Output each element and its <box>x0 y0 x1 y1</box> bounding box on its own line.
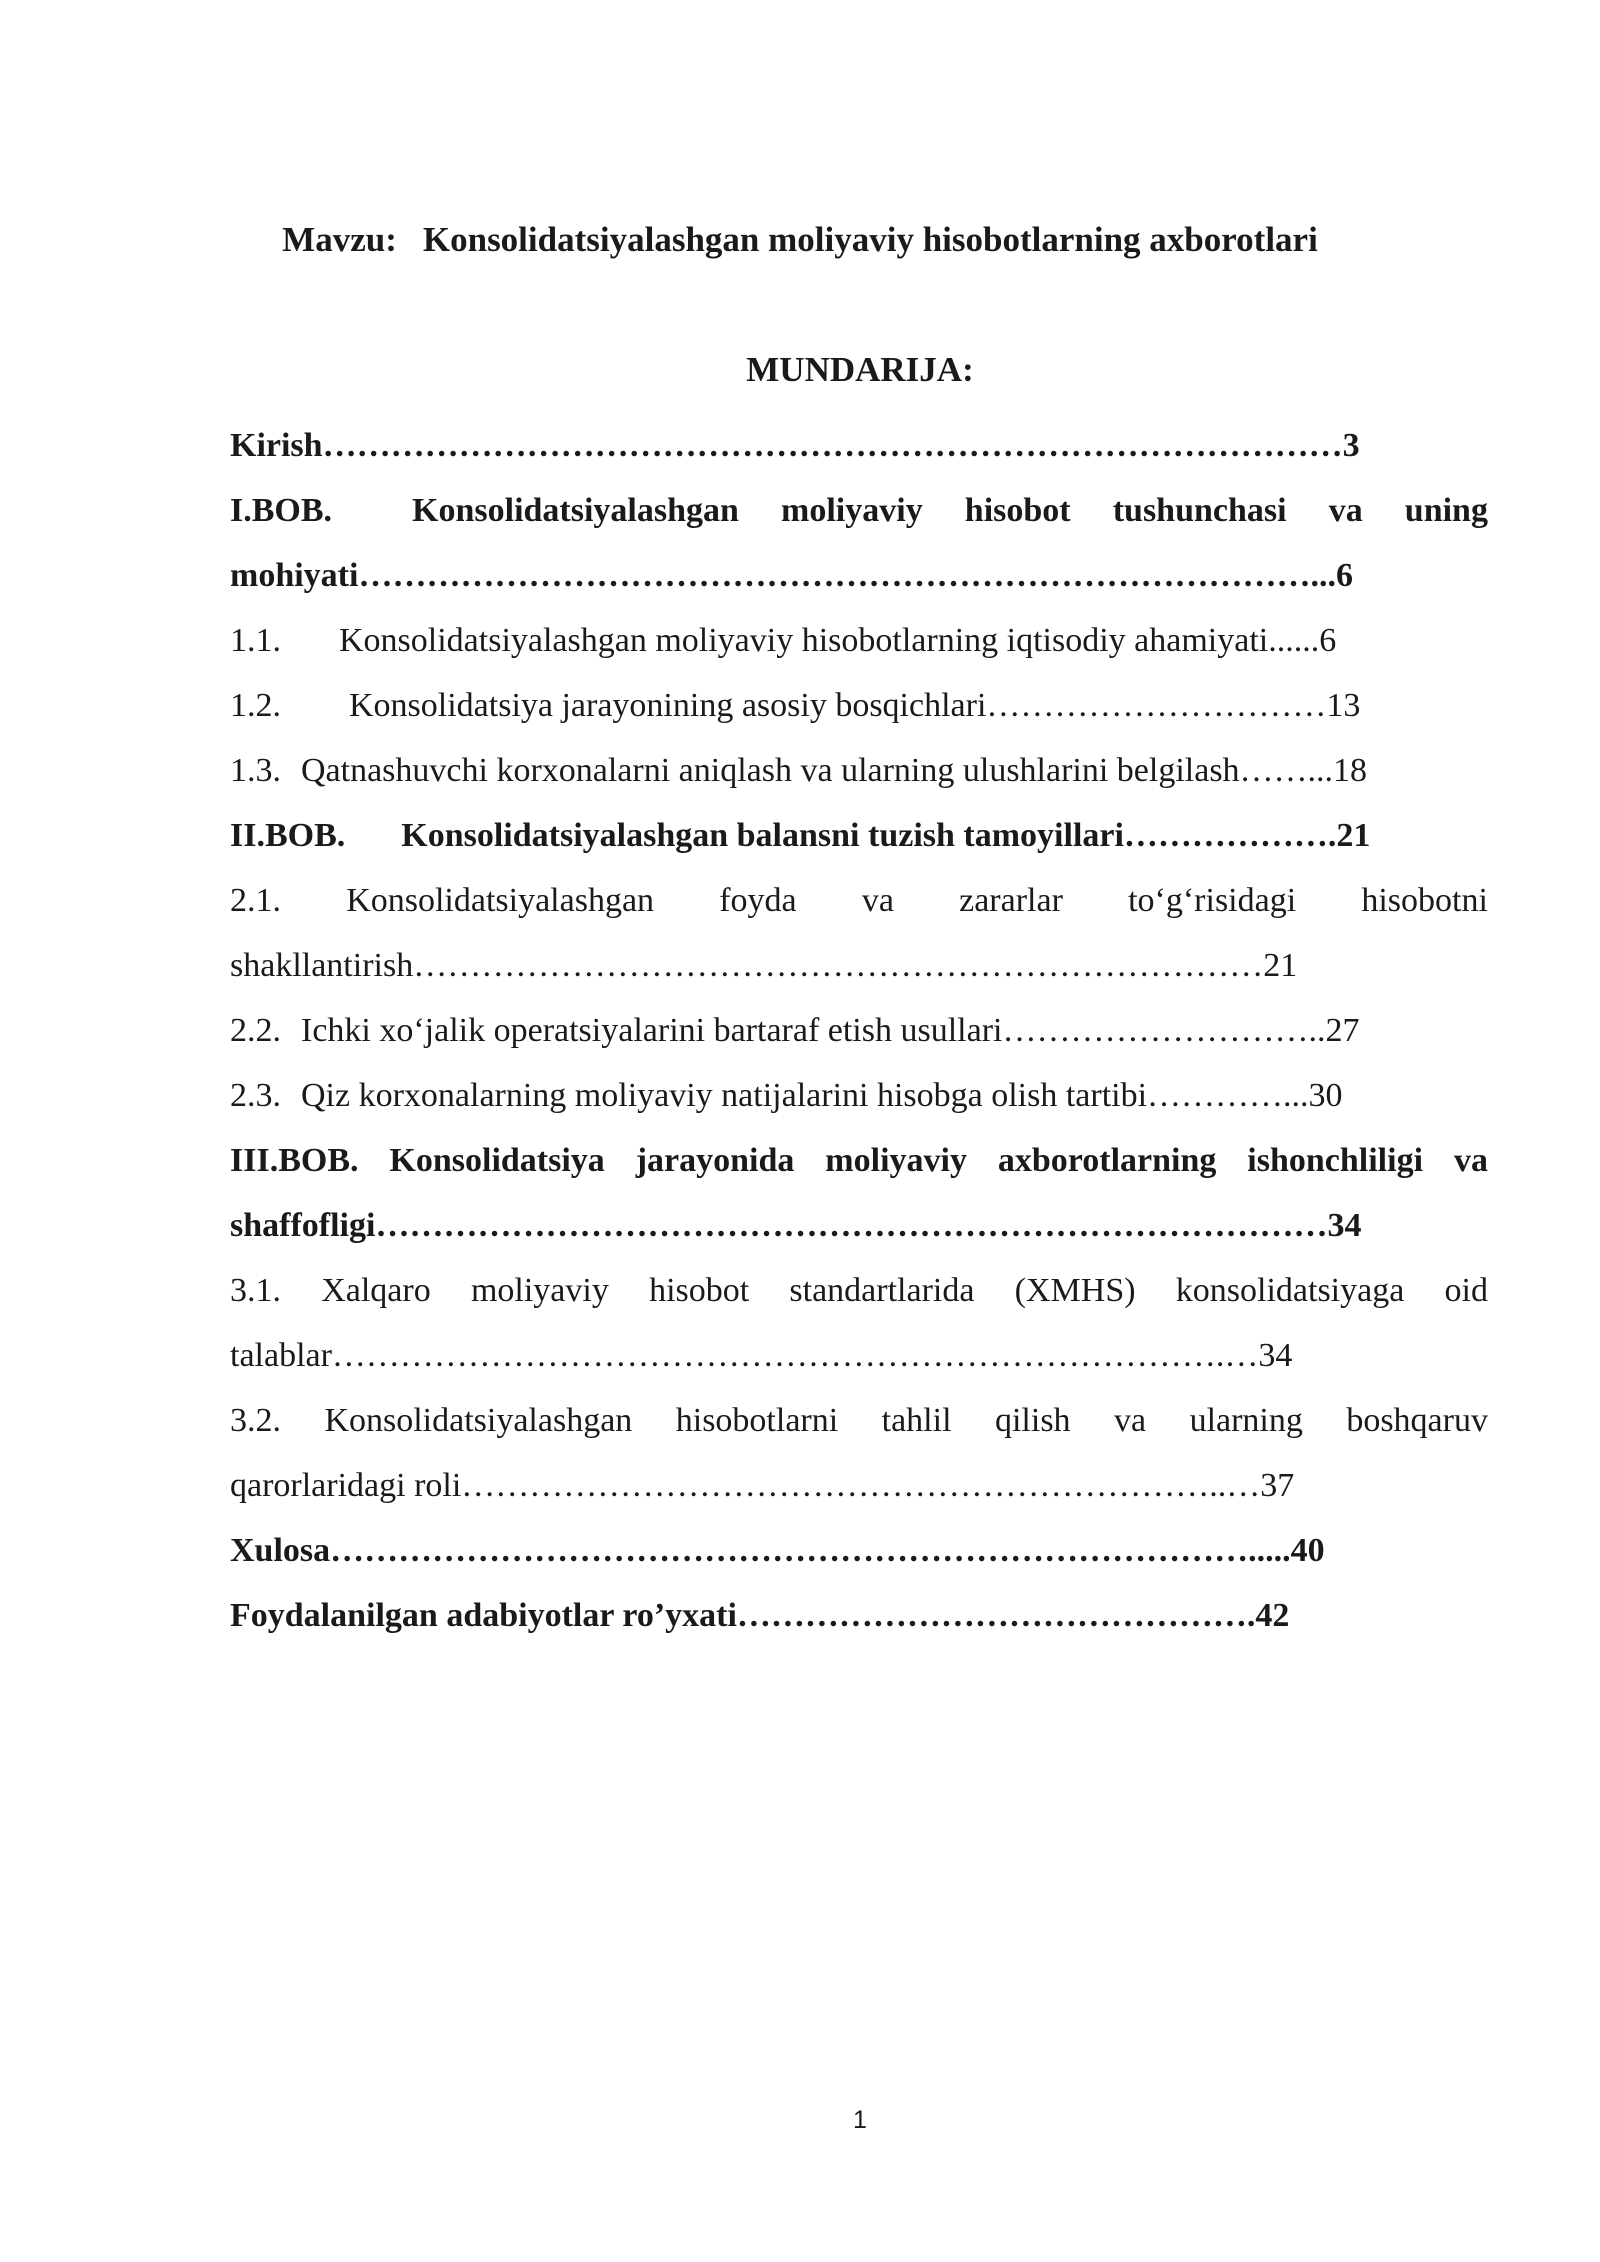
toc-entry-3-2-line1 <box>230 1388 1488 1453</box>
toc-bob1-word: moliyaviy <box>781 492 923 529</box>
toc-3-1-word: oid <box>1444 1272 1488 1309</box>
toc-3-2-word: boshqaruv <box>1346 1402 1488 1439</box>
toc-bob3-word: axborotlarning <box>997 1142 1217 1179</box>
toc-entry-text: Konsolidatsiya jarayonining asosiy bosqichlari…………………………13 <box>349 687 1361 724</box>
toc-3-1-word: hisobot <box>649 1272 750 1309</box>
toc-bob3-word: moliyaviy <box>825 1142 967 1179</box>
toc-2-1-word: hisobotni <box>1361 882 1488 919</box>
toc-3-1-word: standartlarida <box>789 1272 975 1309</box>
toc-bob1-word: uning <box>1404 492 1488 529</box>
toc-2-1-word: to‘g‘risidagi <box>1128 882 1297 919</box>
toc-3-2-word: ularning <box>1189 1402 1303 1439</box>
toc-bob1-word: va <box>1328 492 1363 529</box>
toc-entry-2-1-line1 <box>230 868 1488 933</box>
toc-bob3-word: va <box>1453 1142 1488 1179</box>
toc-entry-number: 3.2. <box>230 1402 281 1439</box>
toc-3-2-word: qilish <box>994 1402 1071 1439</box>
toc-3-2-word: Konsolidatsiyalashgan <box>324 1402 633 1439</box>
toc-entry-text: Konsolidatsiyalashgan moliyaviy hisobotlarning iqtisodiy ahamiyati......6 <box>339 622 1337 659</box>
toc-bob3-word: ishonchliligi <box>1247 1142 1424 1179</box>
toc-entry-number: 1.2. <box>230 687 281 724</box>
toc-entry-bob3-line2: shaffofligi…………………………………………………………………………34 <box>230 1207 1362 1244</box>
title-text: Konsolidatsiyalashgan moliyaviy hisobotlarning axborotlari <box>422 220 1318 259</box>
toc-3-2-word: tahlil <box>881 1402 952 1439</box>
title-prefix: Mavzu: <box>282 220 397 259</box>
toc-entry-bob2 <box>230 803 1488 868</box>
toc-bob3-number: III.BOB. <box>230 1142 359 1179</box>
page-number: 1 <box>853 2106 867 2134</box>
toc-entry-text: Qatnashuvchi korxonalarni aniqlash va ularning ulushlarini belgilash……...18 <box>301 752 1368 789</box>
table-of-contents <box>230 413 1488 1648</box>
toc-2-1-word: foyda <box>719 882 797 919</box>
toc-bob1-word: hisobot <box>964 492 1071 529</box>
toc-entry-xulosa: Xulosa……………………………………………………………………….....40 <box>230 1532 1325 1569</box>
toc-bob3-word: Konsolidatsiya <box>389 1142 605 1179</box>
toc-entry-2-3 <box>230 1063 1488 1128</box>
toc-entry-number: 2.2. <box>230 1012 281 1049</box>
toc-entry-3-2-line2: qarorlaridagi roli…………………………………………………………..…37 <box>230 1467 1295 1504</box>
toc-heading: MUNDARIJA: <box>746 350 974 389</box>
toc-entry-number: 3.1. <box>230 1272 281 1309</box>
toc-3-1-word: konsolidatsiyaga <box>1175 1272 1405 1309</box>
toc-entry-text: Ichki xo‘jalik operatsiyalarini bartaraf etish usullari………………………..27 <box>301 1012 1360 1049</box>
document-title <box>0 218 1600 262</box>
toc-entry-2-2 <box>230 998 1488 1063</box>
toc-3-2-word: hisobotlarni <box>675 1402 839 1439</box>
toc-entry-number: 2.1. <box>230 882 281 919</box>
toc-entry-number: 1.3. <box>230 752 281 789</box>
toc-entry-bob3-line1 <box>230 1128 1488 1193</box>
toc-3-2-word: va <box>1114 1402 1147 1439</box>
toc-2-1-word: Konsolidatsiyalashgan <box>346 882 655 919</box>
toc-entry-bob1-line2: mohiyati…………………………………………………………………………...6 <box>230 557 1353 594</box>
toc-entry-kirish: Kirish………………………………………………………………………………3 <box>230 427 1360 464</box>
toc-3-1-word: (XMHS) <box>1014 1272 1136 1309</box>
toc-2-1-word: va <box>861 882 894 919</box>
toc-bob3-word: jarayonida <box>635 1142 795 1179</box>
toc-entry-number: 2.3. <box>230 1077 281 1114</box>
toc-entry-1-1 <box>230 608 1488 673</box>
toc-bob2-number: II.BOB. <box>230 817 346 854</box>
toc-entry-bob1-line1 <box>230 478 1488 543</box>
toc-3-1-word: Xalqaro <box>321 1272 431 1309</box>
toc-3-1-word: moliyaviy <box>470 1272 609 1309</box>
toc-2-1-word: zararlar <box>959 882 1063 919</box>
toc-bob1-number: I.BOB. <box>230 492 333 529</box>
toc-entry-3-1-line1 <box>230 1258 1488 1323</box>
toc-entry-1-2 <box>230 673 1488 738</box>
toc-entry-number: 1.1. <box>230 622 281 659</box>
toc-entry-3-1-line2: talablar…………………………………………………………………….…34 <box>230 1337 1293 1374</box>
toc-entry-text: Qiz korxonalarning moliyaviy natijalarini hisobga olish tartibi…………...30 <box>301 1077 1343 1114</box>
toc-entry-2-1-line2: shakllantirish…………………………………………………………………21 <box>230 947 1298 984</box>
toc-entry-1-3 <box>230 738 1488 803</box>
toc-bob2-text: Konsolidatsiyalashgan balansni tuzish tamoyillari……………….21 <box>401 817 1371 854</box>
toc-bob1-word: Konsolidatsiyalashgan <box>412 492 739 529</box>
toc-entry-adabiyotlar: Foydalanilgan adabiyotlar ro’yxati……………………………………….42 <box>230 1597 1290 1634</box>
toc-bob1-word: tushunchasi <box>1112 492 1287 529</box>
